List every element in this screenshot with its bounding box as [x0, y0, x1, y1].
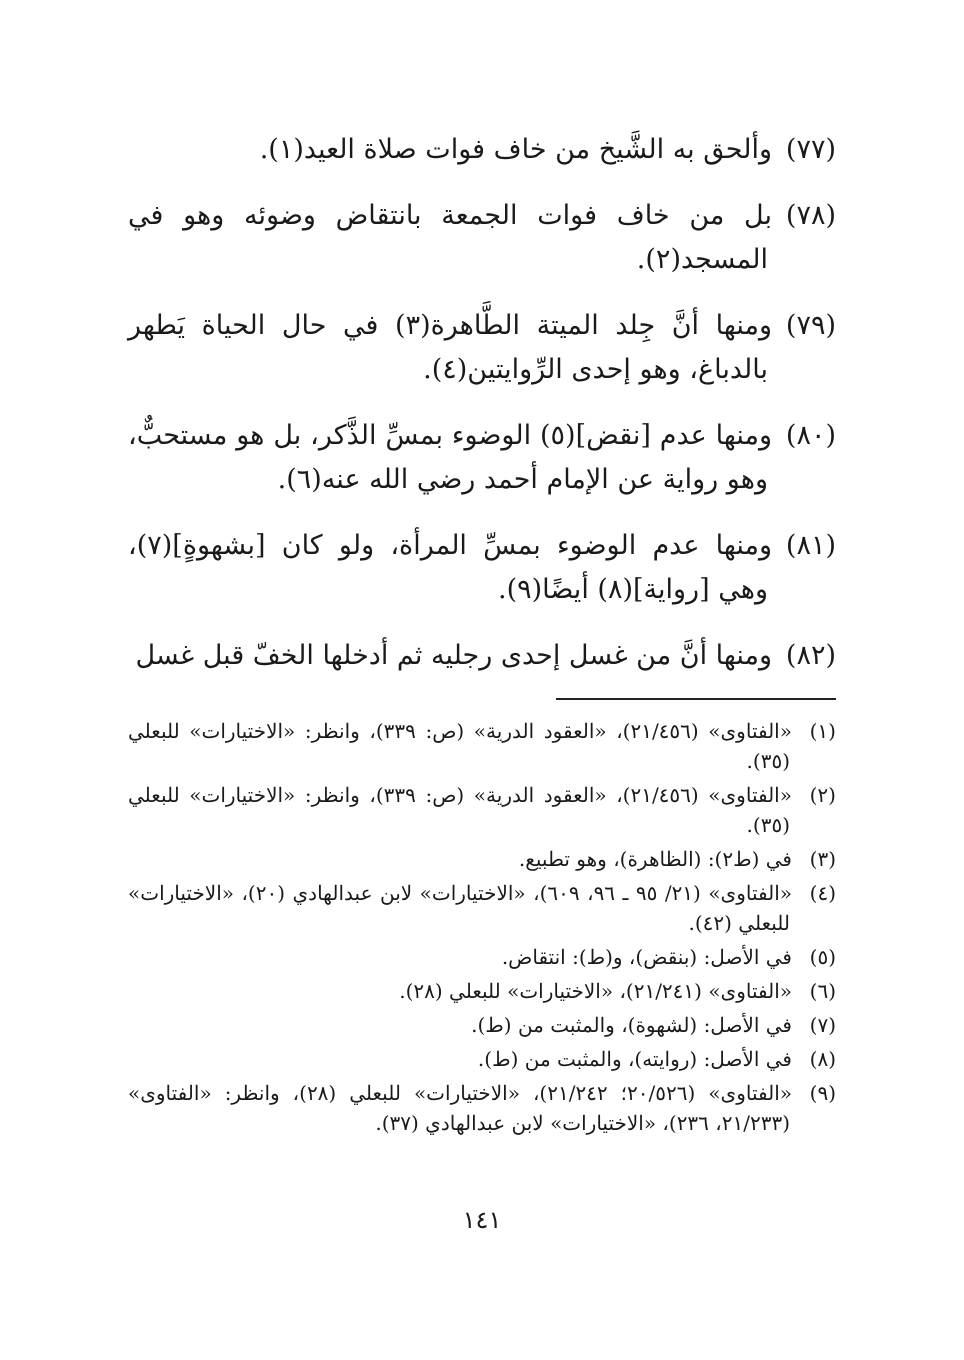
book-page	[128, 0, 836, 1360]
paragraph-82	[128, 634, 836, 678]
footnote-text: في (ط٢): (الظاهرة)، وهو تطبيع.	[518, 847, 792, 871]
footnote-text: «الفتاوى» (٢١/ ٩٥ ـ ٩٦، ٦٠٩)، «الاختيارات» لابن عبدالهادي (٢٠)، «الاختيارات» للبعلي (٤٢).	[128, 881, 793, 935]
footnote-text: في الأصل: (بنقض)، و(ط): انتقاض.	[501, 945, 792, 969]
footnote-number: (٦)	[809, 979, 836, 1003]
footnote-number: (٧)	[809, 1013, 836, 1037]
footnote-text: «الفتاوى» (٢٠/٥٢٦؛ ٢١/٢٤٢)، «الاختيارات» للبعلي (٢٨)، وانظر: «الفتاوى» (٢١/٢٣٣، ٢٣٦)، «الاختيارات» لابن عبدالهادي (٣٧).	[128, 1081, 792, 1135]
footnote-text: في الأصل: (روايته)، والمثبت من (ط).	[477, 1047, 792, 1071]
paragraph-text: بل من خاف فوات الجمعة بانتقاض وضوئه وهو في المسجد(٢).	[128, 200, 772, 275]
footnote-number: (٣)	[809, 847, 836, 871]
paragraph-number: (٧٨)	[785, 200, 836, 231]
footnote-5	[128, 942, 836, 972]
page-number: ١٤١	[462, 1206, 502, 1234]
footnote-number: (٨)	[809, 1047, 836, 1071]
footnotes	[128, 716, 836, 1142]
paragraph-text: وألحق به الشَّيخ من خاف فوات صلاة العيد(١).	[259, 134, 772, 165]
paragraph-text: ومنها عدم الوضوء بمسِّ المرأة، ولو كان [بشهوةٍ](٧)، وهي [رواية](٨) أيضًا(٩).	[128, 530, 772, 605]
footnote-7	[128, 1010, 836, 1040]
paragraph-78	[128, 194, 836, 282]
footnote-divider	[556, 698, 836, 700]
paragraph-text: ومنها أنَّ جِلد الميتة الطَّاهرة(٣) في حال الحياة يَطهر بالدباغ، وهو إحدى الرِّوايتين(٤).	[128, 310, 772, 385]
paragraph-81	[128, 524, 836, 612]
footnote-number: (٢)	[809, 783, 836, 807]
footnote-text: في الأصل: (لشهوة)، والمثبت من (ط).	[471, 1013, 792, 1037]
footnote-8	[128, 1044, 836, 1074]
footnote-3	[128, 844, 836, 874]
footnote-9	[128, 1078, 836, 1138]
paragraph-text: ومنها عدم [نقض](٥) الوضوء بمسِّ الذَّكر، بل هو مستحبٌّ، وهو رواية عن الإمام أحمد رضي الله عنه(٦).	[128, 420, 772, 495]
paragraph-77	[128, 128, 836, 172]
footnote-text: «الفتاوى» (٢١/٤٥٦)، «العقود الدرية» (ص: ٣٣٩)، وانظر: «الاختيارات» للبعلي (٣٥).	[128, 783, 792, 837]
paragraph-number: (٨٠)	[785, 420, 836, 451]
paragraph-79	[128, 304, 836, 392]
footnote-text: «الفتاوى» (٢١/٢٤١)، «الاختيارات» للبعلي (٢٨).	[399, 979, 792, 1003]
footnote-1	[128, 716, 836, 776]
paragraph-text: ومنها أنَّ من غسل إحدى رجليه ثم أدخلها الخفّ قبل غسل	[135, 640, 772, 671]
paragraph-number: (٨٢)	[785, 640, 836, 671]
paragraph-number: (٧٧)	[785, 134, 836, 165]
footnote-6	[128, 976, 836, 1006]
footnote-4	[128, 878, 836, 938]
footnote-number: (٤)	[809, 881, 837, 905]
paragraph-number: (٧٩)	[785, 310, 836, 341]
main-text	[128, 128, 836, 700]
paragraph-80	[128, 414, 836, 502]
footnote-2	[128, 780, 836, 840]
footnote-number: (٥)	[809, 945, 836, 969]
footnote-text: «الفتاوى» (٢١/٤٥٦)، «العقود الدرية» (ص: ٣٣٩)، وانظر: «الاختيارات» للبعلي (٣٥).	[128, 719, 792, 773]
paragraph-number: (٨١)	[785, 530, 836, 561]
footnote-number: (١)	[809, 719, 836, 743]
footnote-number: (٩)	[809, 1081, 836, 1105]
